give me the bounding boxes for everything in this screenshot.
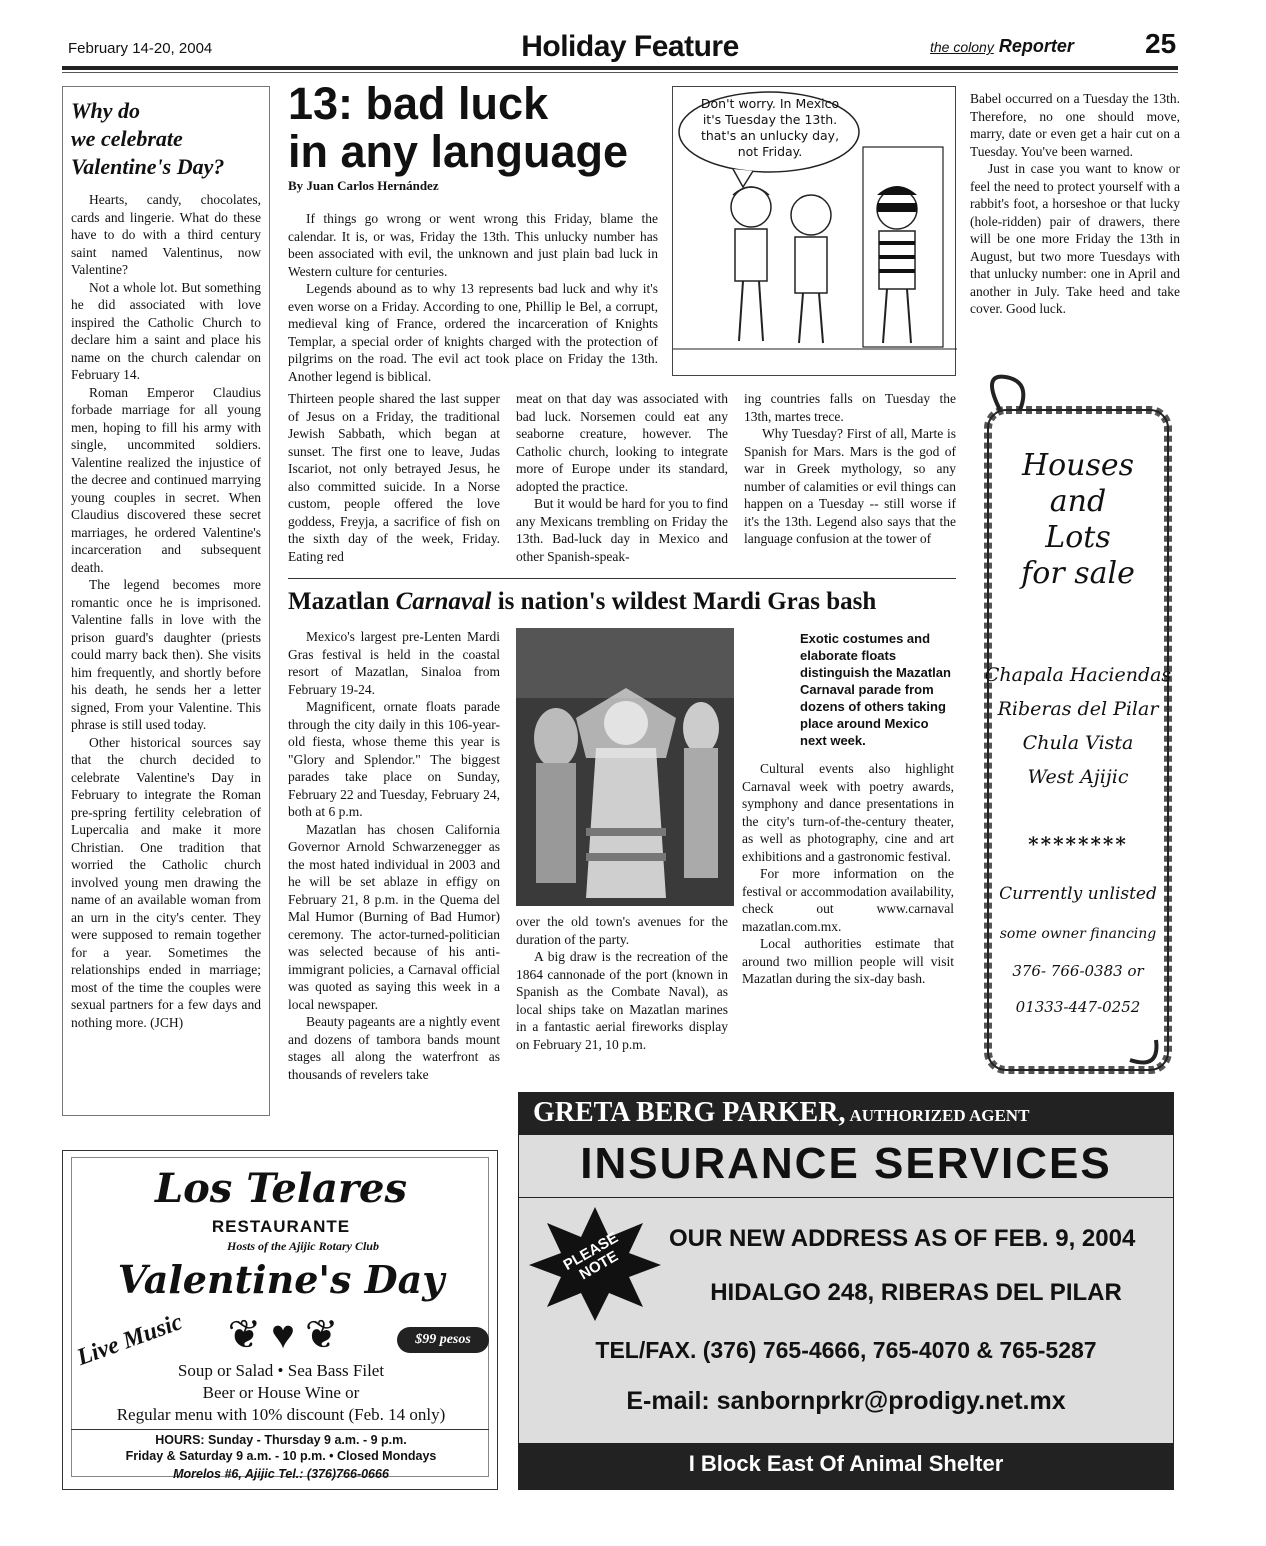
restaurant-name: Los Telares	[154, 1165, 408, 1212]
paragraph: meat on that day was associated with bad luck. Norsemen could eat any seaborne creature, however. The Catholic church, looking to integrate more of Europe under its standard, adopted the practice.	[516, 391, 728, 494]
paragraph: Not a whole lot. But something he did associated with love inspired the Catholic Church to declare him a saint and place his name on the church calendar on February 14.	[71, 279, 261, 382]
section-title: Holiday Feature	[521, 30, 739, 63]
location: West Ajijic	[1027, 766, 1129, 788]
divider	[519, 1197, 1173, 1198]
menu-line: Beer or House Wine or	[202, 1383, 360, 1402]
phone-1: 376- 766-0383 or	[1012, 962, 1144, 980]
valentines-sidebar	[62, 86, 270, 1116]
article-column	[288, 390, 500, 565]
paragraph: Magnificent, ornate floats parade through the city daily in this 106-year-old fiesta, whose theme this year is "Glory and Splendor." The biggest parades take place on Sunday, February 22 and Tuesday, February 24, both at 6 p.m.	[288, 699, 500, 819]
headline-part: is nation's wildest Mardi Gras bash	[491, 588, 877, 615]
los-telares-ad	[62, 1150, 498, 1490]
speech-line: it's Tuesday the 13th.	[702, 112, 838, 127]
divider	[71, 1429, 489, 1430]
houses-lots-ad	[980, 370, 1176, 1080]
ad-title-line: Houses	[1021, 448, 1135, 483]
restaurant-type: RESTAURANTE	[211, 1217, 351, 1236]
insurance-ad	[518, 1092, 1174, 1490]
sidebar-title	[71, 97, 261, 181]
article-column	[744, 390, 956, 548]
mazatlan-headline	[288, 588, 968, 616]
header-rule	[62, 66, 1178, 70]
email-line: E-mail: sanbornprkr@prodigy.net.mx	[626, 1387, 1066, 1415]
paragraph: A big draw is the recreation of the 1864 cannonade of the port (known in Spanish as the Combate Naval), as local ships take on Mazatlan marines in a fantastic aerial fireworks display on February 21, 10 p.m.	[516, 949, 728, 1052]
brand-name: Reporter	[998, 36, 1074, 56]
speech-line: that's an unlucky day,	[700, 128, 840, 143]
star-divider: ********	[1028, 832, 1128, 856]
mazatlan-column	[742, 760, 954, 988]
location: Chapala Haciendas	[984, 664, 1172, 686]
sidebar-title-line: we celebrate	[71, 126, 183, 151]
unlisted-note: Currently unlisted	[999, 884, 1157, 904]
paragraph: Thirteen people shared the last supper of Jesus on a Friday, the traditional Jewish Sabbath, which began at sunset. The first one to leave, Judas Iscariot, not only betrayed Jesus, he also committed suicide. In a Norse custom, people offered the love goddess, Freyja, a sacrifice of fish on the sixth day of the week, Friday. Eating red	[288, 391, 500, 564]
location-note: I Block East Of Animal Shelter	[688, 1451, 1004, 1476]
sidebar-title-line: Valentine's Day?	[71, 154, 225, 179]
article-headline	[288, 80, 658, 176]
location: Riberas del Pilar	[997, 698, 1159, 720]
article-column	[516, 390, 728, 565]
article-column	[970, 90, 1180, 318]
paragraph: Just in case you want to know or feel the need to protect yourself with a rabbit's foot, a horseshoe or that lucky (hole-ridden) pair of drawers, there will be one more Friday the 13th in August, but two more Tuesdays with that unlucky number: one in April and another in July. Take heed and take cover. Good luck.	[970, 161, 1180, 316]
menu-line: Soup or Salad • Sea Bass Filet	[177, 1361, 385, 1380]
ad-title-line: and	[1049, 484, 1107, 519]
phone-line: TEL/FAX. (376) 765-4666, 765-4070 & 765-5287	[595, 1337, 1097, 1363]
paragraph: If things go wrong or went wrong this Friday, blame the calendar. It is, or was, Friday the 13th. This unlucky number has been associated with evil, the unknown and just plain bad luck in Western culture for centuries.	[288, 211, 658, 279]
headline-line: in any language	[288, 126, 629, 177]
hosts-note: Hosts of the Ajijic Rotary Club	[227, 1239, 379, 1253]
paragraph: For more information on the festival or accommodation availability, check out www.carnaval mazatlan.com.mx.	[742, 866, 954, 934]
paragraph: over the old town's avenues for the duration of the party.	[516, 914, 728, 947]
agent-title: AUTHORIZED AGENT	[849, 1106, 1030, 1125]
agent-name: GRETA BERG PARKER,	[533, 1097, 846, 1128]
hours-line: HOURS: Sunday - Thursday 9 a.m. - 9 p.m.	[155, 1433, 407, 1447]
header-rule-thin	[62, 72, 1178, 73]
headline-part: Mazatlan	[288, 588, 396, 615]
event-title: Valentine's Day	[117, 1257, 445, 1302]
paragraph: Cultural events also highlight Carnaval week with poetry awards, symphony and dance presentations in the city's turn-of-the-century theater, as well as photography, cine and art exhibitions and a gastronomic festival.	[742, 761, 954, 864]
sidebar-title-line: Why do	[71, 98, 141, 123]
masthead	[930, 36, 1074, 57]
paragraph: Legends abound as to why 13 represents bad luck and why it's even worse on a Friday. According to one, Phillip le Bel, a corrupt, medieval king of France, ordered the incarceration of Knights Templar, a special order of knights charged with the protection of pilgrims on the road. The evil act took place on Friday the 13th. Another legend is biblical.	[288, 281, 658, 384]
ad-title-line: for sale	[1021, 556, 1135, 591]
heart-icon: ❦ ♥ ❦	[227, 1312, 339, 1357]
paragraph: Why Tuesday? First of all, Marte is Spanish for Mars. Mars is the god of war in Greek mythology, so any number of calamities or evil things can happen on a Tuesday -- still worse if it's the 13th. Legend also says that the language confusion at the tower of	[744, 426, 956, 546]
menu-line: Regular menu with 10% discount (Feb. 14 only)	[116, 1405, 446, 1424]
cartoon-speech	[680, 96, 860, 160]
section-divider	[288, 578, 956, 579]
paragraph: Babel occurred on a Tuesday the 13th. Therefore, no one should move, marry, date or even get a hair cut on a Tuesday. You've been warned.	[970, 91, 1180, 159]
hours-line: Friday & Saturday 9 a.m. - 10 p.m. • Closed Mondays	[125, 1449, 437, 1463]
mazatlan-column	[516, 913, 728, 1053]
headline-line: 13: bad luck	[288, 78, 549, 129]
byline: By Juan Carlos Hernández	[288, 178, 439, 193]
ad-title-line: Lots	[1045, 520, 1111, 555]
paragraph: ing countries falls on Tuesday the 13th, martes trece.	[744, 391, 956, 424]
price-badge: $99 pesos	[397, 1327, 489, 1353]
carnaval-photo	[516, 628, 734, 906]
paragraph: Roman Emperor Claudius forbade marriage for all young men, hoping to fill his army with single, uncommited soldiers. Valentine realized the injustice of the decree and continued marrying young couples in secret. When Claudius discovered these secret marriages, he ordered Valentine's incarceration and subsequent death.	[71, 384, 261, 575]
speech-line: not Friday.	[737, 144, 803, 159]
locations-list	[980, 658, 1176, 794]
ad-title	[980, 448, 1176, 592]
paragraph: But it would be hard for you to find any Mexicans trembling on Friday the 13th. Bad-luck day in Mexico and other Spanish-speak-	[516, 496, 728, 564]
mazatlan-column	[288, 628, 500, 1083]
paragraph: Mexico's largest pre-Lenten Mardi Gras festival is held in the coastal resort of Mazatlan, Sinaloa from February 19-24.	[288, 629, 500, 697]
issue-date: February 14-20, 2004	[68, 40, 213, 57]
location: Chula Vista	[1022, 732, 1134, 754]
brand-small: the colony	[930, 39, 994, 55]
service-title: INSURANCE SERVICES	[580, 1139, 1112, 1188]
paragraph: The legend becomes more romantic once he is imprisoned. Valentine falls in love with the prison guard's daughter (priests could marry back then). She visits him frequently, and shortly before his death, he sends her a letter signed, From your Valentine. This phrase is still used today.	[71, 577, 261, 732]
paragraph: Mazatlan has chosen California Governor Arnold Schwarzenegger as the most hated individual in 2003 and he will be set ablaze in effigy on February 21, 8 p.m. in the Quema del Mal Humor (Burning of Bad Humor) ceremony. The actor-turned-politician was selected because of his anti-immigrant policies, a Carnaval official was quoted as saying this week in a local newspaper.	[288, 821, 500, 1012]
sidebar-body	[71, 191, 261, 1031]
photo-caption: Exotic costumes and elaborate floats distinguish the Mazatlan Carnaval parade from dozens of others taking place around Mexico next week.	[800, 631, 951, 748]
headline-italic: Carnaval	[395, 588, 492, 615]
paragraph: Hearts, candy, chocolates, cards and lingerie. What do these have to do with a third century saint named Valentinus, now Valentine?	[71, 192, 261, 277]
phone-2: 01333-447-0252	[1015, 998, 1141, 1016]
agent-line	[533, 1097, 1173, 1129]
photo-drawing	[516, 628, 734, 906]
paragraph: Beauty pageants are a nightly event and dozens of tambora bands mount stages all along the waterfront as thousands of revelers take	[288, 1014, 500, 1082]
financing-note: some owner financing	[999, 926, 1157, 942]
please-note-badge: PLEASE NOTE	[560, 1229, 622, 1284]
address-line: Morelos #6, Ajijic Tel.: (376)766-0666	[173, 1467, 389, 1481]
street-address: HIDALGO 248, RIBERAS DEL PILAR	[710, 1279, 1122, 1306]
page-number: 25	[1145, 28, 1177, 59]
paragraph: Local authorities estimate that around two million people will visit Mazatlan during the six-day bash.	[742, 936, 954, 986]
live-music: Live Music	[73, 1309, 186, 1372]
paragraph: Other historical sources say that the church decided to celebrate Valentine's Day in February to integrate the Roman pre-spring fertility celebration of Lupercalia and make it more Christian. One tradition that worried the Catholic church involved young men drawing the name of an available woman from an urn in the city's center. They were supposed to remain together for a year. Sometimes the relationships ended in marriage; most of the time the couples were sexual partners for a few days and nothing more. (JCH)	[71, 734, 261, 1030]
article-lead	[288, 210, 658, 385]
speech-line: Don't worry. In Mexico	[700, 96, 840, 111]
new-address: OUR NEW ADDRESS AS OF FEB. 9, 2004	[669, 1225, 1136, 1252]
